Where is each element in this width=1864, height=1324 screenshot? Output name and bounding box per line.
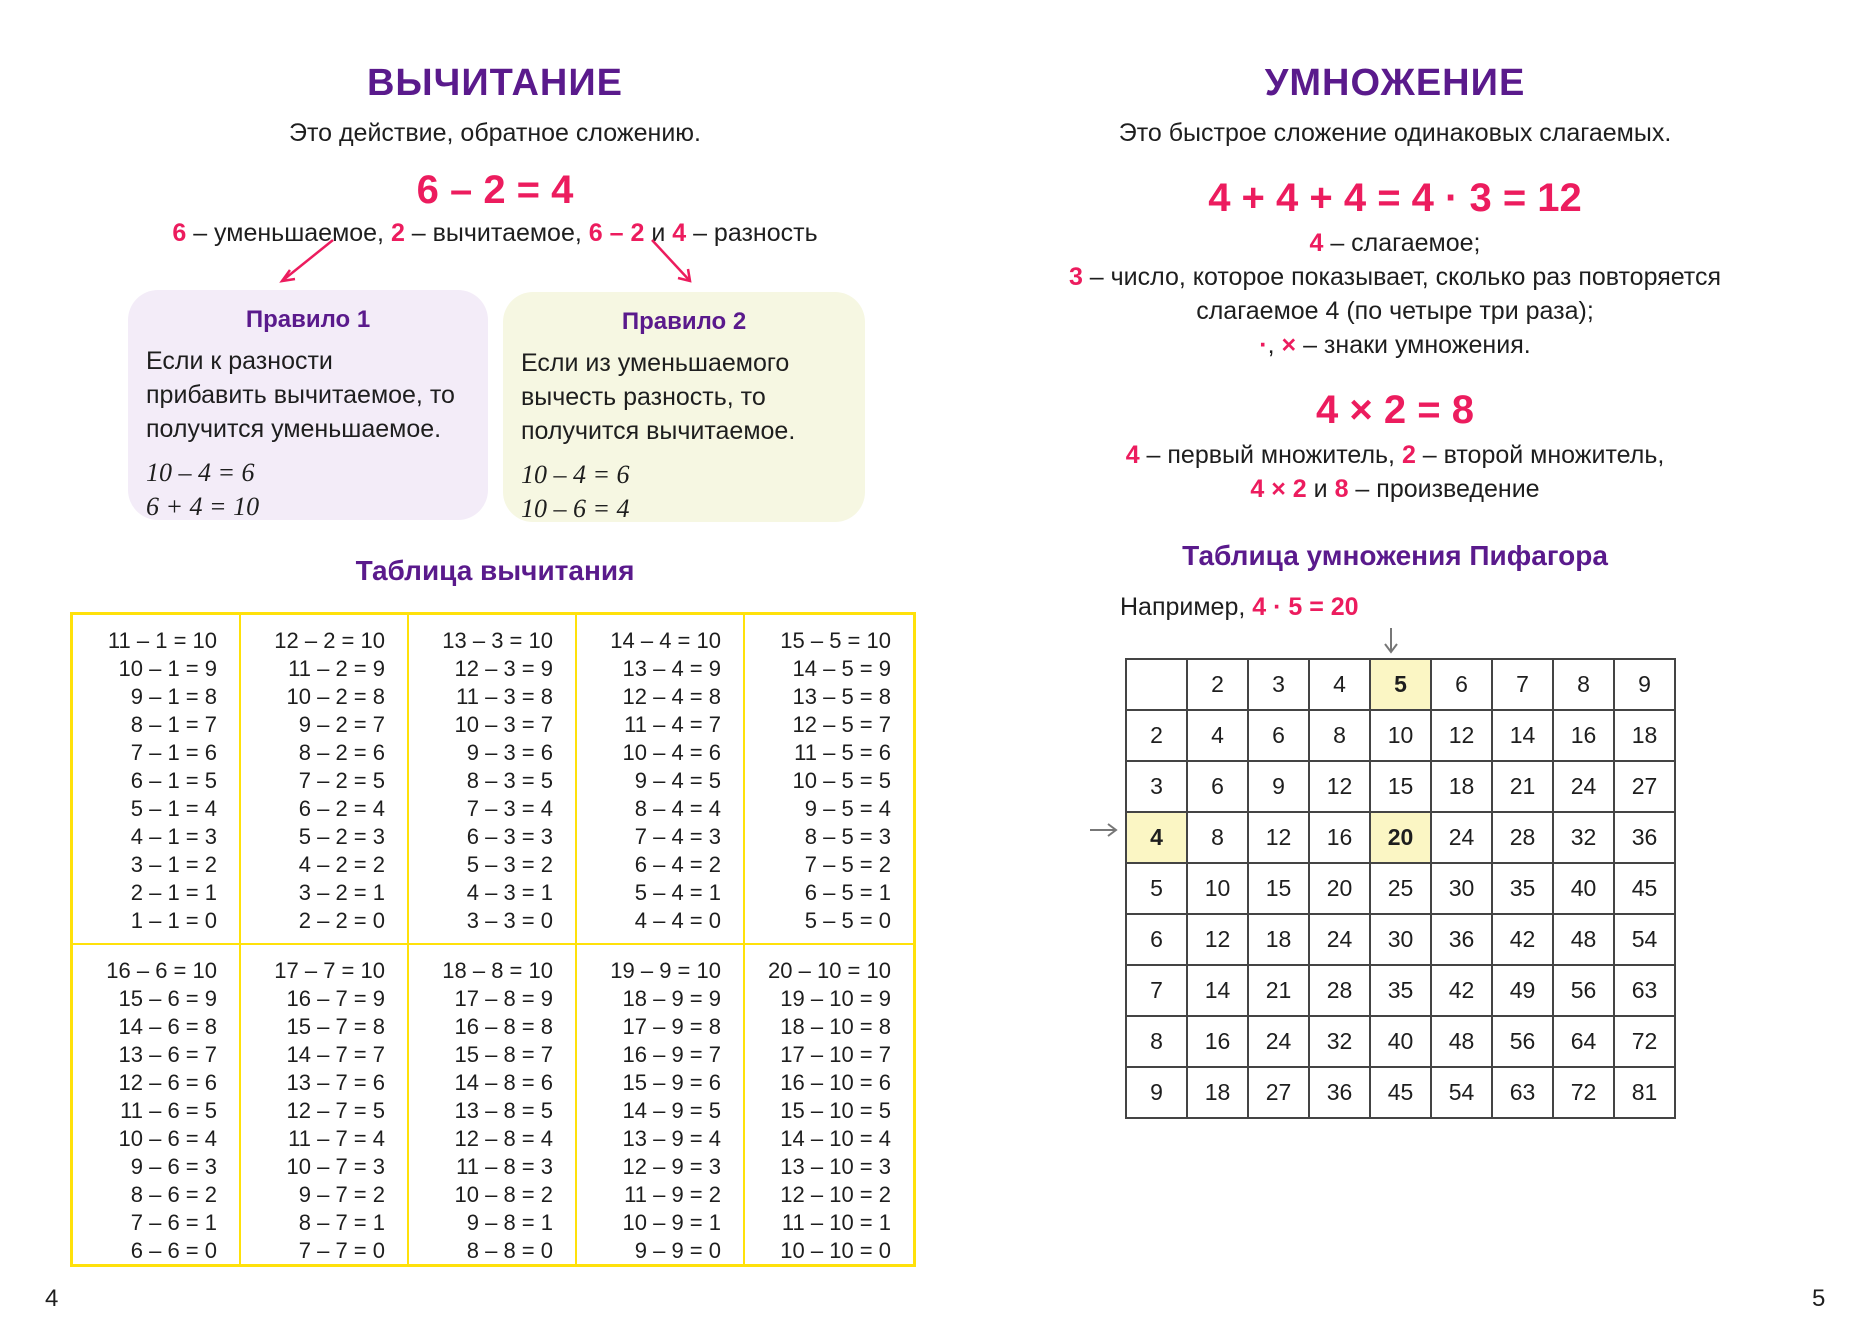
subtraction-equation: 11 – 1 = 10 — [107, 628, 217, 653]
subtraction-equation: 13 – 4 = 9 — [622, 656, 721, 681]
subtraction-equation: 17 – 9 = 8 — [622, 1014, 721, 1039]
header-cell: 3 — [1248, 659, 1309, 710]
subtraction-equation: 12 – 9 = 3 — [622, 1154, 721, 1179]
subtraction-equation: 18 – 10 = 8 — [780, 1014, 891, 1039]
subtraction-equation: 15 – 8 = 7 — [454, 1042, 553, 1067]
table-cell: 18 — [1614, 710, 1675, 761]
table-cell: 30 — [1370, 914, 1431, 965]
subtraction-equation: 8 – 7 = 1 — [298, 1210, 385, 1235]
multiplication-line-1: 4 – слагаемое; — [1309, 229, 1481, 257]
table-cell: 27 — [1248, 1067, 1309, 1118]
subtraction-equation: 14 – 9 = 5 — [622, 1098, 721, 1123]
subtraction-equation: 10 – 2 = 8 — [286, 684, 385, 709]
subtraction-equation: 15 – 9 = 6 — [622, 1070, 721, 1095]
table-cell: 12 — [1309, 761, 1370, 812]
table-cell: 15 — [1370, 761, 1431, 812]
table-cell: 6 — [1126, 914, 1187, 965]
subtraction-equation: 9 – 7 = 2 — [298, 1182, 385, 1207]
table-cell: 8 — [1187, 812, 1248, 863]
pythagoras-table — [1125, 658, 1676, 1119]
subtraction-equation: 7 – 5 = 2 — [804, 852, 891, 877]
header-cell: 4 — [1309, 659, 1370, 710]
table-cell: 10 — [1187, 863, 1248, 914]
subtraction-equation: 11 – 7 = 4 — [288, 1126, 385, 1151]
subtraction-equation: 7 – 4 = 3 — [634, 824, 721, 849]
table-cell: 7 — [1126, 965, 1187, 1016]
multiplication-line-3: слагаемое 4 (по четыре три раза); — [1196, 297, 1594, 325]
subtraction-equation: 1 – 1 = 0 — [130, 908, 217, 933]
page-number-right: 5 — [1812, 1285, 1826, 1312]
subtraction-equation: 18 – 8 = 10 — [442, 958, 553, 983]
header-cell: 8 — [1553, 659, 1614, 710]
subtraction-equation: 5 – 3 = 2 — [466, 852, 553, 877]
subtraction-equation: 13 – 6 = 7 — [118, 1042, 217, 1067]
subtraction-equation: 16 – 8 = 8 — [454, 1014, 553, 1039]
table-cell: 42 — [1492, 914, 1553, 965]
subtraction-equation: 10 – 10 = 0 — [780, 1238, 891, 1263]
subtraction-equation: 10 – 3 = 7 — [454, 712, 553, 737]
subtraction-equation: 4 – 3 = 1 — [466, 880, 553, 905]
subtraction-equation: 20 – 10 = 10 — [768, 958, 891, 983]
subtraction-equation: 19 – 10 = 9 — [780, 986, 891, 1011]
multiplication-intro: Это быстрое сложение одинаковых слагаемых. — [1118, 119, 1672, 147]
table-cell: 24 — [1248, 1016, 1309, 1067]
table-cell: 20 — [1370, 812, 1431, 863]
subtraction-equation: 6 – 4 = 2 — [634, 852, 721, 877]
column-arrow — [1385, 628, 1397, 652]
subtraction-equation: 9 – 3 = 6 — [466, 740, 553, 765]
table-cell: 35 — [1370, 965, 1431, 1016]
table-cell: 9 — [1126, 1067, 1187, 1118]
subtraction-equation: 8 – 3 = 5 — [466, 768, 553, 793]
subtraction-equation: 6 – 1 = 5 — [130, 768, 217, 793]
subtraction-equation: 11 – 3 = 8 — [456, 684, 553, 709]
subtraction-equation: 10 – 4 = 6 — [622, 740, 721, 765]
subtraction-terms: 6 – уменьшаемое, 2 – вычитаемое, 6 – 2 и 4 – разность — [172, 219, 818, 247]
subtraction-equation: 12 – 2 = 10 — [274, 628, 385, 653]
table-cell: 4 — [1187, 710, 1248, 761]
subtraction-equation: 16 – 9 = 7 — [622, 1042, 721, 1067]
table-cell: 42 — [1431, 965, 1492, 1016]
subtraction-equation: 13 – 5 = 8 — [792, 684, 891, 709]
subtraction-equation: 17 – 8 = 9 — [454, 986, 553, 1011]
table-cell: 35 — [1492, 863, 1553, 914]
table-cell: 40 — [1553, 863, 1614, 914]
table-row — [1126, 1067, 1675, 1118]
subtraction-title: ВЫЧИТАНИЕ — [366, 62, 624, 104]
subtraction-equation: 12 – 4 = 8 — [622, 684, 721, 709]
subtraction-equation: 8 – 6 = 2 — [130, 1182, 217, 1207]
subtraction-equation: 5 – 5 = 0 — [804, 908, 891, 933]
table-cell: 5 — [1126, 863, 1187, 914]
subtraction-equation: 6 – 6 = 0 — [130, 1238, 217, 1263]
subtraction-equation: 13 – 3 = 10 — [442, 628, 553, 653]
table-cell: 18 — [1431, 761, 1492, 812]
subtraction-equation: 18 – 9 = 9 — [622, 986, 721, 1011]
table-example: Например, 4 · 5 = 20 — [1120, 593, 1359, 621]
subtraction-equation: 11 – 6 = 5 — [120, 1098, 217, 1123]
table-cell: 28 — [1309, 965, 1370, 1016]
table-cell: 2 — [1126, 710, 1187, 761]
subtraction-equation: 11 – 4 = 7 — [624, 712, 721, 737]
subtraction-equation: 4 – 2 = 2 — [298, 852, 385, 877]
table-cell: 16 — [1553, 710, 1614, 761]
subtraction-equation: 8 – 4 = 4 — [634, 796, 721, 821]
subtraction-equation: 9 – 6 = 3 — [130, 1154, 217, 1179]
subtraction-equation: 14 – 6 = 8 — [118, 1014, 217, 1039]
subtraction-equation: 13 – 7 = 6 — [286, 1070, 385, 1095]
table-cell: 25 — [1370, 863, 1431, 914]
table-cell: 45 — [1614, 863, 1675, 914]
multiplication-title: УМНОЖЕНИЕ — [1264, 62, 1526, 104]
subtraction-equation: 10 – 7 = 3 — [286, 1154, 385, 1179]
table-row — [1126, 863, 1675, 914]
subtraction-equation: 7 – 2 = 5 — [298, 768, 385, 793]
table-cell: 36 — [1431, 914, 1492, 965]
subtraction-equation: 4 – 1 = 3 — [130, 824, 217, 849]
page-number-left: 4 — [45, 1285, 59, 1312]
table-cell: 36 — [1309, 1067, 1370, 1118]
subtraction-equation: 14 – 5 = 9 — [792, 656, 891, 681]
multiplication-line-6: 4 × 2 и 8 – произведение — [1250, 475, 1540, 503]
subtraction-equation: 14 – 4 = 10 — [610, 628, 721, 653]
multiplication-line-5: 4 – первый множитель, 2 – второй множитель, — [1125, 441, 1665, 469]
subtraction-example: 6 – 2 = 4 — [416, 168, 574, 212]
subtraction-equation: 10 – 5 = 5 — [792, 768, 891, 793]
table-cell: 36 — [1614, 812, 1675, 863]
subtraction-equation: 13 – 8 = 5 — [454, 1098, 553, 1123]
table-cell: 64 — [1553, 1016, 1614, 1067]
table-cell: 48 — [1431, 1016, 1492, 1067]
table-cell: 32 — [1309, 1016, 1370, 1067]
rule-1-examples: 10 – 4 = 6 6 + 4 = 10 — [146, 458, 260, 521]
table-cell: 12 — [1248, 812, 1309, 863]
subtraction-equation: 9 – 2 = 7 — [298, 712, 385, 737]
subtraction-equation: 17 – 7 = 10 — [274, 958, 385, 983]
subtraction-equation: 7 – 3 = 4 — [466, 796, 553, 821]
subtraction-equation: 11 – 9 = 2 — [624, 1182, 721, 1207]
subtraction-equation: 7 – 7 = 0 — [298, 1238, 385, 1263]
header-cell: 2 — [1187, 659, 1248, 710]
subtraction-equation: 6 – 5 = 1 — [804, 880, 891, 905]
table-cell: 18 — [1187, 1067, 1248, 1118]
rule-1-title: Правило 1 — [245, 306, 371, 333]
subtraction-equation: 15 – 7 = 8 — [286, 1014, 385, 1039]
table-cell: 63 — [1614, 965, 1675, 1016]
subtraction-equation: 2 – 1 = 1 — [130, 880, 217, 905]
subtraction-equation: 9 – 9 = 0 — [634, 1238, 721, 1263]
subtraction-equation: 4 – 4 = 0 — [634, 908, 721, 933]
subtraction-equation: 12 – 7 = 5 — [286, 1098, 385, 1123]
subtraction-equation: 9 – 5 = 4 — [804, 796, 891, 821]
subtraction-equation: 11 – 5 = 6 — [794, 740, 891, 765]
table-cell: 6 — [1248, 710, 1309, 761]
multiplication-example-1: 4 + 4 + 4 = 4 · 3 = 12 — [1208, 176, 1582, 220]
subtraction-equation: 12 – 5 = 7 — [792, 712, 891, 737]
subtraction-equation: 9 – 1 = 8 — [130, 684, 217, 709]
subtraction-equation: 8 – 1 = 7 — [130, 712, 217, 737]
subtraction-equation: 6 – 3 = 3 — [466, 824, 553, 849]
rule-2-examples: 10 – 4 = 6 10 – 6 = 4 — [521, 460, 630, 523]
table-row — [1126, 965, 1675, 1016]
table-header-row — [1126, 659, 1675, 710]
subtraction-equation: 8 – 8 = 0 — [466, 1238, 553, 1263]
subtraction-equation: 14 – 8 = 6 — [454, 1070, 553, 1095]
table-cell: 9 — [1248, 761, 1309, 812]
subtraction-equation: 8 – 5 = 3 — [804, 824, 891, 849]
table-cell: 20 — [1309, 863, 1370, 914]
header-cell: 7 — [1492, 659, 1553, 710]
table-cell: 16 — [1187, 1016, 1248, 1067]
table-cell: 4 — [1126, 812, 1187, 863]
subtraction-equation: 2 – 2 = 0 — [298, 908, 385, 933]
subtraction-equation: 14 – 10 = 4 — [780, 1126, 891, 1151]
subtraction-equation: 5 – 2 = 3 — [298, 824, 385, 849]
table-cell: 21 — [1248, 965, 1309, 1016]
row-arrow — [1090, 824, 1116, 836]
table-cell: 24 — [1431, 812, 1492, 863]
rule-2-text: Если из уменьшаемого вычесть разность, то получится вычитаемое. — [521, 349, 796, 445]
table-cell: 27 — [1614, 761, 1675, 812]
table-cell: 16 — [1309, 812, 1370, 863]
subtraction-equation: 13 – 10 = 3 — [780, 1154, 891, 1179]
subtraction-equation: 11 – 2 = 9 — [288, 656, 385, 681]
table-cell: 72 — [1614, 1016, 1675, 1067]
table-cell: 54 — [1614, 914, 1675, 965]
table-row — [1126, 710, 1675, 761]
table-row — [1126, 812, 1675, 863]
rule-2-title: Правило 2 — [621, 308, 747, 335]
subtraction-equation: 12 – 3 = 9 — [454, 656, 553, 681]
table-cell: 3 — [1126, 761, 1187, 812]
table-cell: 24 — [1553, 761, 1614, 812]
rule-1-text: Если к разности прибавить вычитаемое, то получится уменьшаемое. — [146, 347, 455, 443]
subtraction-equation: 5 – 1 = 4 — [130, 796, 217, 821]
table-cell: 6 — [1187, 761, 1248, 812]
table-cell: 28 — [1492, 812, 1553, 863]
subtraction-equation: 6 – 2 = 4 — [298, 796, 385, 821]
subtraction-equation: 10 – 9 = 1 — [622, 1210, 721, 1235]
subtraction-equation: 12 – 6 = 6 — [118, 1070, 217, 1095]
table-cell: 14 — [1492, 710, 1553, 761]
table-cell: 12 — [1187, 914, 1248, 965]
table-cell: 21 — [1492, 761, 1553, 812]
header-cell: 6 — [1431, 659, 1492, 710]
subtraction-equation: 3 – 2 = 1 — [298, 880, 385, 905]
subtraction-equation: 16 – 7 = 9 — [286, 986, 385, 1011]
subtraction-table-title: Таблица вычитания — [355, 555, 635, 586]
subtraction-equation: 17 – 10 = 7 — [780, 1042, 891, 1067]
table-cell: 15 — [1248, 863, 1309, 914]
table-cell: 56 — [1492, 1016, 1553, 1067]
table-cell: 8 — [1126, 1016, 1187, 1067]
subtraction-equation: 15 – 10 = 5 — [780, 1098, 891, 1123]
table-cell: 18 — [1248, 914, 1309, 965]
subtraction-equation: 10 – 1 = 9 — [118, 656, 217, 681]
table-cell: 81 — [1614, 1067, 1675, 1118]
header-cell: 5 — [1370, 659, 1431, 710]
table-cell: 56 — [1553, 965, 1614, 1016]
pythagoras-table-title: Таблица умножения Пифагора — [1182, 540, 1608, 571]
table-row — [1126, 761, 1675, 812]
table-cell: 54 — [1431, 1067, 1492, 1118]
subtraction-equation: 8 – 2 = 6 — [298, 740, 385, 765]
subtraction-equation: 9 – 4 = 5 — [634, 768, 721, 793]
subtraction-equation: 13 – 9 = 4 — [622, 1126, 721, 1151]
multiplication-line-4: ·, × – знаки умножения. — [1259, 331, 1531, 359]
subtraction-equation: 16 – 6 = 10 — [106, 958, 217, 983]
subtraction-equation: 7 – 6 = 1 — [130, 1210, 217, 1235]
table-cell: 45 — [1370, 1067, 1431, 1118]
table-cell: 40 — [1370, 1016, 1431, 1067]
subtraction-equation: 5 – 4 = 1 — [634, 880, 721, 905]
table-cell: 30 — [1431, 863, 1492, 914]
table-cell: 32 — [1553, 812, 1614, 863]
subtraction-intro: Это действие, обратное сложению. — [288, 119, 701, 147]
table-cell: 12 — [1431, 710, 1492, 761]
table-cell: 10 — [1370, 710, 1431, 761]
subtraction-equation: 16 – 10 = 6 — [780, 1070, 891, 1095]
subtraction-equation: 14 – 7 = 7 — [286, 1042, 385, 1067]
subtraction-equation: 11 – 8 = 3 — [456, 1154, 553, 1179]
table-cell: 14 — [1187, 965, 1248, 1016]
header-cell: 9 — [1614, 659, 1675, 710]
table-cell: 63 — [1492, 1067, 1553, 1118]
subtraction-equation: 12 – 8 = 4 — [454, 1126, 553, 1151]
table-row — [1126, 914, 1675, 965]
subtraction-equation: 15 – 6 = 9 — [118, 986, 217, 1011]
subtraction-equation: 10 – 6 = 4 — [118, 1126, 217, 1151]
subtraction-equation: 3 – 1 = 2 — [130, 852, 217, 877]
subtraction-equation: 9 – 8 = 1 — [466, 1210, 553, 1235]
table-cell: 72 — [1553, 1067, 1614, 1118]
multiplication-example-2: 4 × 2 = 8 — [1316, 388, 1474, 432]
subtraction-equation: 11 – 10 = 1 — [781, 1210, 891, 1235]
subtraction-equation: 15 – 5 = 10 — [780, 628, 891, 653]
header-cell — [1126, 659, 1187, 710]
subtraction-equation: 19 – 9 = 10 — [610, 958, 721, 983]
table-row — [1126, 1016, 1675, 1067]
table-cell: 24 — [1309, 914, 1370, 965]
subtraction-equation: 12 – 10 = 2 — [780, 1182, 891, 1207]
multiplication-line-2: 3 – число, которое показывает, сколько раз повторяется — [1068, 263, 1722, 291]
table-cell: 8 — [1309, 710, 1370, 761]
subtraction-equation: 3 – 3 = 0 — [466, 908, 553, 933]
table-cell: 48 — [1553, 914, 1614, 965]
subtraction-equation: 7 – 1 = 6 — [130, 740, 217, 765]
subtraction-equation: 10 – 8 = 2 — [454, 1182, 553, 1207]
table-cell: 49 — [1492, 965, 1553, 1016]
